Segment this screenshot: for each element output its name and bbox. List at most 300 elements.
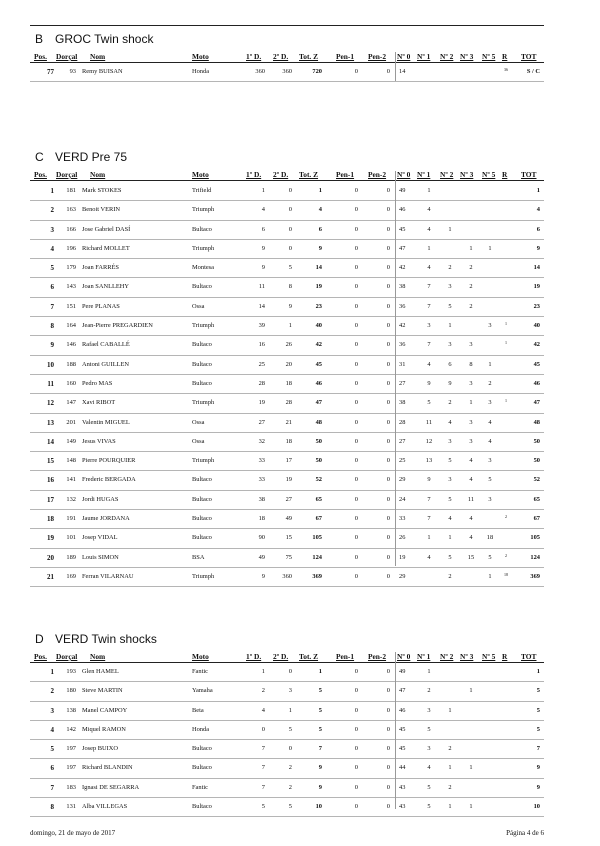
cell-pen2: 0 xyxy=(386,764,390,772)
cell-pen1: 0 xyxy=(354,706,358,714)
cell-n2: 5 xyxy=(448,495,452,503)
cell-n1: 3 xyxy=(427,322,431,330)
cell-nom: Antoni GUILLEN xyxy=(82,360,130,368)
table-row xyxy=(30,779,544,798)
cell-n2: 2 xyxy=(448,783,452,791)
cell-totz: 6 xyxy=(318,225,322,233)
cell-n1: 9 xyxy=(427,379,431,387)
cell-dorsal: 141 xyxy=(66,476,76,484)
cell-nom: Jean-Pierre PREGARDIEN xyxy=(82,322,153,330)
cell-n0: 49 xyxy=(399,668,406,675)
cell-totz: 65 xyxy=(315,495,322,503)
cell-totz: 1 xyxy=(318,187,322,194)
cell-n5: 3 xyxy=(488,457,492,465)
cell-n1: 1 xyxy=(427,534,431,542)
cell-r: 18 xyxy=(504,571,508,577)
cell-n1: 3 xyxy=(427,706,431,714)
cell-moto: Bultaco xyxy=(192,360,212,368)
cell-d2: 28 xyxy=(285,399,292,407)
cell-totz: 124 xyxy=(312,553,322,561)
cell-dorsal: 189 xyxy=(66,553,76,561)
cell-moto: Honda xyxy=(192,725,210,733)
cell-n2: 2 xyxy=(448,745,452,753)
cell-n0: 29 xyxy=(399,476,406,484)
table-header xyxy=(30,652,544,663)
cell-tot: 19 xyxy=(533,283,540,291)
cell-pos: 2 xyxy=(50,206,54,215)
table-row xyxy=(30,549,544,568)
cell-n1: 7 xyxy=(427,495,431,503)
column-header-nom: Nom xyxy=(90,652,106,661)
cell-d2: 75 xyxy=(285,553,292,561)
cell-pen2: 0 xyxy=(386,360,390,368)
cell-d2: 18 xyxy=(285,437,292,445)
cell-pen1: 0 xyxy=(354,668,358,675)
cell-n5: 4 xyxy=(488,418,492,426)
cell-pen2: 0 xyxy=(386,495,390,503)
cell-n0: 14 xyxy=(399,68,406,75)
column-header-n2: Nº 2 xyxy=(440,52,454,61)
cell-dorsal: 163 xyxy=(66,206,76,214)
cell-dorsal: 146 xyxy=(66,341,76,349)
cell-n3: 2 xyxy=(469,302,473,310)
table-row xyxy=(30,298,544,317)
cell-n0: 31 xyxy=(399,360,406,368)
table-row xyxy=(30,759,544,778)
cell-n0: 38 xyxy=(399,283,406,291)
cell-pos: 2 xyxy=(50,687,54,696)
cell-n0: 43 xyxy=(399,803,406,811)
cell-moto: Triumph xyxy=(192,206,215,214)
cell-d2: 49 xyxy=(285,515,292,523)
cell-d1: 5 xyxy=(261,803,265,811)
cell-n1: 3 xyxy=(427,745,431,753)
cell-pen2: 0 xyxy=(386,68,390,75)
cell-n5: 18 xyxy=(486,534,494,542)
cell-dorsal: 151 xyxy=(66,302,76,310)
table-row xyxy=(30,682,544,701)
column-header-nom: Nom xyxy=(90,52,106,61)
results-table xyxy=(30,182,544,587)
cell-tot: 369 xyxy=(530,572,540,580)
cell-d1: 9 xyxy=(261,244,265,252)
cell-pen2: 0 xyxy=(386,553,390,561)
column-header-n5: Nº 5 xyxy=(482,170,496,179)
cell-pen1: 0 xyxy=(354,783,358,791)
column-header-n1: Nº 1 xyxy=(417,652,431,661)
table-row xyxy=(30,740,544,759)
cell-dorsal: 138 xyxy=(66,706,76,714)
cell-pos: 7 xyxy=(50,783,54,792)
top-rule xyxy=(30,25,544,26)
column-header-n3: Nº 3 xyxy=(460,652,474,661)
cell-n3: 4 xyxy=(469,476,473,484)
cell-tot: 14 xyxy=(533,264,540,272)
cell-d2: 0 xyxy=(288,206,292,214)
cell-r: 2 xyxy=(505,552,507,558)
cell-pen1: 0 xyxy=(354,322,358,330)
cell-tot: 5 xyxy=(536,706,540,714)
column-header-totz: Tot. Z xyxy=(299,52,319,61)
cell-n0: 29 xyxy=(399,572,406,580)
cell-totz: 10 xyxy=(315,803,322,811)
cell-totz: 23 xyxy=(315,302,322,310)
cell-pos: 1 xyxy=(50,187,54,195)
cell-d1: 1 xyxy=(261,187,265,194)
cell-pen1: 0 xyxy=(354,264,358,272)
cell-n3: 1 xyxy=(469,803,473,811)
cell-pos: 21 xyxy=(47,572,54,581)
column-header-d1: 1º D. xyxy=(246,52,262,61)
cell-d1: 39 xyxy=(258,322,265,330)
cell-pos: 13 xyxy=(47,418,54,427)
cell-n5: 5 xyxy=(488,476,492,484)
cell-dorsal: 197 xyxy=(66,745,76,753)
cell-n0: 27 xyxy=(399,437,406,445)
cell-tot: 42 xyxy=(533,341,540,349)
cell-n2: 1 xyxy=(448,803,452,811)
cell-moto: Bultaco xyxy=(192,745,212,753)
cell-nom: Frederic BERGADA xyxy=(82,476,136,484)
cell-dorsal: 149 xyxy=(66,437,76,445)
cell-pen2: 0 xyxy=(386,515,390,523)
cell-pen2: 0 xyxy=(386,302,390,310)
cell-pos: 14 xyxy=(47,437,54,446)
cell-dorsal: 180 xyxy=(66,687,76,695)
cell-dorsal: 179 xyxy=(66,264,76,272)
cell-n2: 1 xyxy=(448,764,452,772)
cell-n3: 3 xyxy=(469,437,473,445)
cell-d2: 360 xyxy=(282,68,292,75)
cell-n1: 2 xyxy=(427,687,431,695)
cell-moto: Montesa xyxy=(192,264,215,272)
cell-pen1: 0 xyxy=(354,68,358,75)
cell-n1: 5 xyxy=(427,399,431,407)
column-header-n2: Nº 2 xyxy=(440,170,454,179)
cell-tot: 9 xyxy=(536,764,540,772)
cell-nom: Steve MARTIN xyxy=(82,687,123,695)
cell-n0: 42 xyxy=(399,322,406,330)
cell-pos: 6 xyxy=(50,764,54,773)
cell-totz: 1 xyxy=(318,668,322,675)
cell-pen1: 0 xyxy=(354,379,358,387)
cell-nom: Jordi HUGAS xyxy=(82,495,119,503)
cell-d1: 4 xyxy=(261,206,265,214)
cell-nom: Richard MOLLET xyxy=(82,244,130,252)
table-row xyxy=(30,375,544,394)
cell-pen2: 0 xyxy=(386,418,390,426)
cell-d2: 27 xyxy=(285,495,292,503)
cell-pen1: 0 xyxy=(354,515,358,523)
cell-n2: 2 xyxy=(448,264,452,272)
cell-pen1: 0 xyxy=(354,283,358,291)
table-row xyxy=(30,240,544,259)
cell-dorsal: 160 xyxy=(66,379,76,387)
table-row xyxy=(30,798,544,817)
cell-totz: 40 xyxy=(315,322,322,330)
cell-n1: 4 xyxy=(427,206,431,214)
cell-d1: 33 xyxy=(258,476,265,484)
cell-tot: 5 xyxy=(536,725,540,733)
cell-nom: Joan FARRÉS xyxy=(82,264,119,272)
cell-pen2: 0 xyxy=(386,706,390,714)
cell-pos: 12 xyxy=(47,399,54,408)
cell-nom: Miquel RAMON xyxy=(82,725,126,733)
cell-n0: 46 xyxy=(399,206,406,214)
column-header-pos: Pos. xyxy=(34,170,47,179)
cell-dorsal: 132 xyxy=(66,495,76,503)
cell-n0: 36 xyxy=(399,341,406,349)
cell-nom: Louis SIMON xyxy=(82,553,119,561)
cell-nom: Glen HAMEL xyxy=(82,668,119,675)
cell-n1: 5 xyxy=(427,783,431,791)
cell-n5: 1 xyxy=(488,572,492,580)
column-header-pen2: Pen-2 xyxy=(368,170,387,179)
cell-n1: 11 xyxy=(425,418,433,426)
cell-n5: 4 xyxy=(488,437,492,445)
cell-dorsal: 197 xyxy=(66,764,76,772)
cell-d1: 0 xyxy=(261,725,265,733)
cell-d2: 5 xyxy=(288,264,292,272)
cell-n1: 4 xyxy=(427,264,431,272)
cell-pos: 16 xyxy=(47,476,54,485)
cell-d2: 0 xyxy=(288,745,292,753)
table-row xyxy=(30,63,544,82)
cell-n2: 1 xyxy=(448,322,452,330)
cell-pen1: 0 xyxy=(354,437,358,445)
column-header-r: R xyxy=(502,652,508,661)
cell-n1: 12 xyxy=(425,437,433,445)
cell-d1: 9 xyxy=(261,572,265,580)
cell-n0: 28 xyxy=(399,418,406,426)
cell-n5: 3 xyxy=(488,399,492,407)
cell-n2: 9 xyxy=(448,379,452,387)
cell-n3: 4 xyxy=(469,515,473,523)
cell-n0: 25 xyxy=(399,457,406,465)
cell-pos: 8 xyxy=(50,322,54,331)
cell-d2: 2 xyxy=(288,783,292,791)
cell-n0: 47 xyxy=(399,687,406,695)
column-header-r: R xyxy=(502,52,508,61)
cell-pen2: 0 xyxy=(386,341,390,349)
table-row xyxy=(30,182,544,201)
table-row xyxy=(30,663,544,682)
column-header-d2: 2º D. xyxy=(273,170,289,179)
cell-pen1: 0 xyxy=(354,244,358,252)
cell-nom: Manel CAMPOY xyxy=(82,706,128,714)
cell-d1: 11 xyxy=(258,283,265,291)
column-header-pos: Pos. xyxy=(34,652,47,661)
cell-dorsal: 143 xyxy=(66,283,76,291)
column-header-totz: Tot. Z xyxy=(299,652,319,661)
cell-totz: 4 xyxy=(318,206,322,214)
column-header-moto: Moto xyxy=(192,652,209,661)
column-header-dorsal: Dorçal xyxy=(56,170,78,179)
cell-n0: 26 xyxy=(399,534,406,542)
cell-pen1: 0 xyxy=(354,495,358,503)
cell-n0: 38 xyxy=(399,399,406,407)
cell-moto: Bultaco xyxy=(192,341,212,349)
cell-dorsal: 148 xyxy=(66,457,76,465)
cell-pen1: 0 xyxy=(354,399,358,407)
table-header xyxy=(30,170,544,181)
cell-dorsal: 183 xyxy=(66,783,76,791)
cell-tot: 40 xyxy=(533,322,540,330)
cell-n3: 1 xyxy=(469,399,473,407)
cell-dorsal: 169 xyxy=(66,572,76,580)
cell-moto: Bultaco xyxy=(192,534,212,542)
cell-moto: BSA xyxy=(192,553,205,561)
cell-d1: 4 xyxy=(261,706,265,714)
column-header-dorsal: Dorçal xyxy=(56,52,78,61)
cell-totz: 5 xyxy=(318,706,322,714)
cell-n3: 3 xyxy=(469,341,473,349)
cell-tot: 52 xyxy=(533,476,540,484)
column-header-pen1: Pen-1 xyxy=(336,52,355,61)
cell-n5: 1 xyxy=(488,244,492,252)
cell-pen2: 0 xyxy=(386,476,390,484)
cell-dorsal: 191 xyxy=(66,515,76,523)
cell-d2: 8 xyxy=(288,283,292,291)
cell-n1: 13 xyxy=(425,457,433,465)
cell-totz: 42 xyxy=(315,341,322,349)
column-header-tot: TOT xyxy=(521,652,537,661)
cell-d2: 20 xyxy=(285,360,292,368)
cell-totz: 9 xyxy=(318,764,322,772)
column-header-pos: Pos. xyxy=(34,52,47,61)
table-row xyxy=(30,336,544,355)
cell-moto: Bultaco xyxy=(192,476,212,484)
table-row xyxy=(30,259,544,278)
cell-d2: 17 xyxy=(285,457,292,465)
cell-d2: 360 xyxy=(282,572,292,580)
cell-d1: 19 xyxy=(258,399,265,407)
cell-dorsal: 193 xyxy=(66,668,76,675)
cell-d2: 18 xyxy=(285,379,292,387)
cell-pos: 18 xyxy=(47,515,54,524)
cell-pen1: 0 xyxy=(354,302,358,310)
table-row xyxy=(30,529,544,548)
table-row xyxy=(30,433,544,452)
cell-n5: 1 xyxy=(488,360,492,368)
cell-n2: 3 xyxy=(448,476,452,484)
cell-pen2: 0 xyxy=(386,687,390,695)
cell-moto: Ossa xyxy=(192,437,205,445)
cell-n5: 2 xyxy=(488,379,492,387)
cell-moto: Fantic xyxy=(192,668,208,675)
table-row xyxy=(30,394,544,413)
cell-pen2: 0 xyxy=(386,745,390,753)
cell-d1: 32 xyxy=(258,437,265,445)
cell-nom: Richard BLANDIN xyxy=(82,764,133,772)
cell-totz: 46 xyxy=(315,379,322,387)
cell-n3: 4 xyxy=(469,457,473,465)
cell-n0: 19 xyxy=(399,553,406,561)
cell-d1: 1 xyxy=(261,668,265,675)
cell-n1: 4 xyxy=(427,764,431,772)
cell-tot: 50 xyxy=(533,457,540,465)
cell-n0: 49 xyxy=(399,187,406,194)
cell-tot: S / C xyxy=(526,68,540,75)
cell-nom: Joan SANLLEHY xyxy=(82,283,130,291)
cell-d2: 0 xyxy=(288,187,292,194)
table-row xyxy=(30,702,544,721)
cell-pen2: 0 xyxy=(386,322,390,330)
cell-pen1: 0 xyxy=(354,534,358,542)
column-header-n0: Nº 0 xyxy=(397,52,411,61)
column-header-n5: Nº 5 xyxy=(482,52,496,61)
table-row xyxy=(30,356,544,375)
cell-n2: 2 xyxy=(448,399,452,407)
cell-pos: 3 xyxy=(50,706,54,715)
cell-pen2: 0 xyxy=(386,725,390,733)
cell-dorsal: 164 xyxy=(66,322,76,330)
cell-pos: 3 xyxy=(50,225,54,234)
cell-nom: Mark STOKES xyxy=(82,187,122,194)
cell-n2: 5 xyxy=(448,553,452,561)
cell-pen2: 0 xyxy=(386,283,390,291)
cell-n3: 3 xyxy=(469,379,473,387)
column-header-n0: Nº 0 xyxy=(397,170,411,179)
cell-n3: 11 xyxy=(467,495,475,503)
column-header-d1: 1º D. xyxy=(246,652,262,661)
cell-totz: 9 xyxy=(318,783,322,791)
cell-tot: 124 xyxy=(530,553,540,561)
table-row xyxy=(30,491,544,510)
cell-nom: Remy BUISAN xyxy=(82,68,123,75)
cell-dorsal: 166 xyxy=(66,225,76,233)
cell-nom: Xavi RIBOT xyxy=(82,399,116,407)
cell-n3: 3 xyxy=(469,418,473,426)
cell-d2: 26 xyxy=(285,341,292,349)
cell-moto: Triumph xyxy=(192,322,215,330)
cell-n5: 3 xyxy=(488,495,492,503)
cell-d1: 38 xyxy=(258,495,265,503)
cell-totz: 45 xyxy=(315,360,322,368)
cell-nom: Alba VILLEGAS xyxy=(82,803,128,811)
cell-tot: 50 xyxy=(533,437,540,445)
column-header-totz: Tot. Z xyxy=(299,170,319,179)
cell-d1: 7 xyxy=(261,783,265,791)
cell-d1: 90 xyxy=(258,534,265,542)
cell-n0: 44 xyxy=(399,764,406,772)
cell-d2: 1 xyxy=(288,322,292,330)
table-row xyxy=(30,510,544,529)
cell-d2: 5 xyxy=(288,803,292,811)
cell-moto: Ossa xyxy=(192,418,205,426)
cell-n0: 45 xyxy=(399,225,406,233)
cell-pos: 17 xyxy=(47,495,54,504)
cell-moto: Bultaco xyxy=(192,495,212,503)
table-row xyxy=(30,278,544,297)
cell-pos: 77 xyxy=(47,68,54,76)
cell-r: 36 xyxy=(504,67,508,72)
cell-dorsal: 142 xyxy=(66,725,76,733)
cell-d1: 7 xyxy=(261,745,265,753)
cell-n1: 9 xyxy=(427,476,431,484)
cell-totz: 47 xyxy=(315,399,322,407)
table-row xyxy=(30,317,544,336)
cell-pen2: 0 xyxy=(386,668,390,675)
column-header-pen2: Pen-2 xyxy=(368,52,387,61)
table-row xyxy=(30,721,544,740)
cell-dorsal: 188 xyxy=(66,360,76,368)
cell-totz: 720 xyxy=(312,68,322,75)
cell-tot: 7 xyxy=(536,745,540,753)
cell-n1: 1 xyxy=(427,187,431,194)
column-header-d2: 2º D. xyxy=(273,52,289,61)
cell-n1: 4 xyxy=(427,225,431,233)
